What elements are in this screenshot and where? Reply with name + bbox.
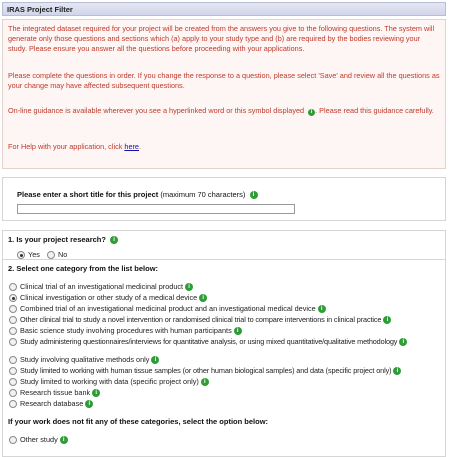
question-1-label: [8, 235, 118, 245]
q2-option-label: Basic science study involving procedures with human participants: [20, 326, 232, 335]
info-icon: i: [308, 109, 315, 116]
question-2-label: [8, 264, 158, 274]
short-title-input[interactable]: [17, 204, 295, 214]
q2-option-label: Study limited to working with data (specific project only): [20, 377, 199, 386]
guidance-text: [8, 106, 440, 116]
radio-button[interactable]: [9, 294, 17, 302]
q2-option-label: Clinical investigation or other study of a medical device: [20, 293, 198, 302]
q1-option-no[interactable]: [47, 250, 67, 259]
radio-button[interactable]: [9, 436, 17, 444]
q2-option-label: Study involving qualitative methods only: [20, 355, 150, 364]
q2-option[interactable]: [9, 304, 326, 313]
info-icon[interactable]: i: [393, 367, 401, 375]
short-title-label: Please enter a short title for this project: [17, 190, 159, 199]
q2-option-label: Study limited to working with human tissue samples (or other human biological samples) and data (specific project only): [20, 366, 392, 375]
info-icon[interactable]: i: [185, 283, 193, 291]
filter-header: [2, 2, 446, 16]
q2-option[interactable]: [9, 337, 407, 346]
info-icon[interactable]: i: [92, 389, 100, 397]
info-icon[interactable]: i: [60, 436, 68, 444]
q2-option-label: Research database: [20, 399, 84, 408]
q2-option[interactable]: [9, 366, 401, 375]
radio-button[interactable]: [9, 400, 17, 408]
radio-button[interactable]: [9, 283, 17, 291]
info-icon[interactable]: i: [318, 305, 326, 313]
help-text-end: .: [139, 142, 142, 151]
q2-option-label: Combined trial of an investigational medicinal product and an investigational medical device: [20, 304, 316, 313]
q2-option[interactable]: [9, 315, 391, 324]
info-icon[interactable]: i: [383, 316, 391, 324]
short-title-question: [17, 190, 258, 200]
radio-button[interactable]: [9, 338, 17, 346]
question-2-text: 2. Select one category from the list below:: [8, 264, 159, 273]
short-title-panel: [2, 177, 446, 221]
help-text-start: For Help with your application, click: [8, 142, 125, 151]
q2-option-other-label: Other study: [20, 435, 58, 444]
q2-option[interactable]: [9, 388, 100, 397]
info-icon[interactable]: i: [199, 294, 207, 302]
guidance-text-end: . Please read this guidance carefully.: [315, 106, 434, 115]
q2-option-label: Research tissue bank: [20, 388, 91, 397]
radio-button[interactable]: [17, 251, 25, 259]
other-category-prompt: [8, 417, 268, 427]
q1-option-yes-label: Yes: [28, 250, 40, 259]
question-2-panel: [2, 259, 446, 457]
intro-paragraph-1: The integrated dataset required for your project will be created from the answers you give to the following questions. The system will generate only those questions and sections which (a) apply to your study type and (b) are required by the bodies reviewing your study. Please ensure you answer all the questions before proceeding with your applications.: [8, 24, 435, 53]
other-category-text: If your work does not fit any of these categories, select the option below:: [8, 417, 269, 426]
short-title-hint: (maximum 70 characters): [158, 190, 246, 199]
info-icon[interactable]: i: [151, 356, 159, 364]
radio-button[interactable]: [47, 251, 55, 259]
radio-button[interactable]: [9, 389, 17, 397]
info-icon[interactable]: i: [110, 236, 118, 244]
info-icon[interactable]: i: [250, 191, 258, 199]
q2-option[interactable]: [9, 282, 193, 291]
question-1-panel: [2, 230, 446, 260]
q2-option-other[interactable]: [9, 435, 68, 444]
radio-button[interactable]: [9, 327, 17, 335]
q2-option[interactable]: [9, 293, 207, 302]
info-icon[interactable]: i: [201, 378, 209, 386]
q2-option[interactable]: [9, 377, 209, 386]
q2-option-label: Other clinical trial to study a novel intervention or randomised clinical trial to compare interventions in clinical practice: [20, 315, 382, 324]
info-icon[interactable]: i: [399, 338, 407, 346]
q2-option-label: Study administering questionnaires/interviews for quantitative analysis, or using mixed quantitative/qualitative methodology: [20, 337, 398, 346]
q2-option[interactable]: [9, 326, 242, 335]
info-icon[interactable]: i: [234, 327, 242, 335]
intro-panel: [2, 19, 446, 169]
q1-option-no-label: No: [58, 250, 68, 259]
radio-button[interactable]: [9, 356, 17, 364]
question-1-text: 1. Is your project research?: [8, 235, 106, 244]
guidance-text-start: On-line guidance is available wherever you see a hyperlinked word or this symbol displayed: [8, 106, 305, 115]
q2-option[interactable]: [9, 399, 93, 408]
q2-option[interactable]: [9, 355, 159, 364]
q2-option-label: Clinical trial of an investigational medicinal product: [20, 282, 184, 291]
radio-button[interactable]: [9, 367, 17, 375]
radio-button[interactable]: [9, 378, 17, 386]
help-link[interactable]: here: [124, 142, 139, 151]
radio-button[interactable]: [9, 305, 17, 313]
page-title: IRAS Project Filter: [7, 5, 73, 14]
intro-paragraph-2: Please complete the questions in order. If you change the response to a question, please select 'Save' and review all the questions as your change may have affected subsequent questions.: [8, 71, 440, 90]
info-icon[interactable]: i: [85, 400, 93, 408]
help-text: [8, 142, 440, 152]
radio-button[interactable]: [9, 316, 17, 324]
q1-option-yes[interactable]: [17, 250, 40, 259]
